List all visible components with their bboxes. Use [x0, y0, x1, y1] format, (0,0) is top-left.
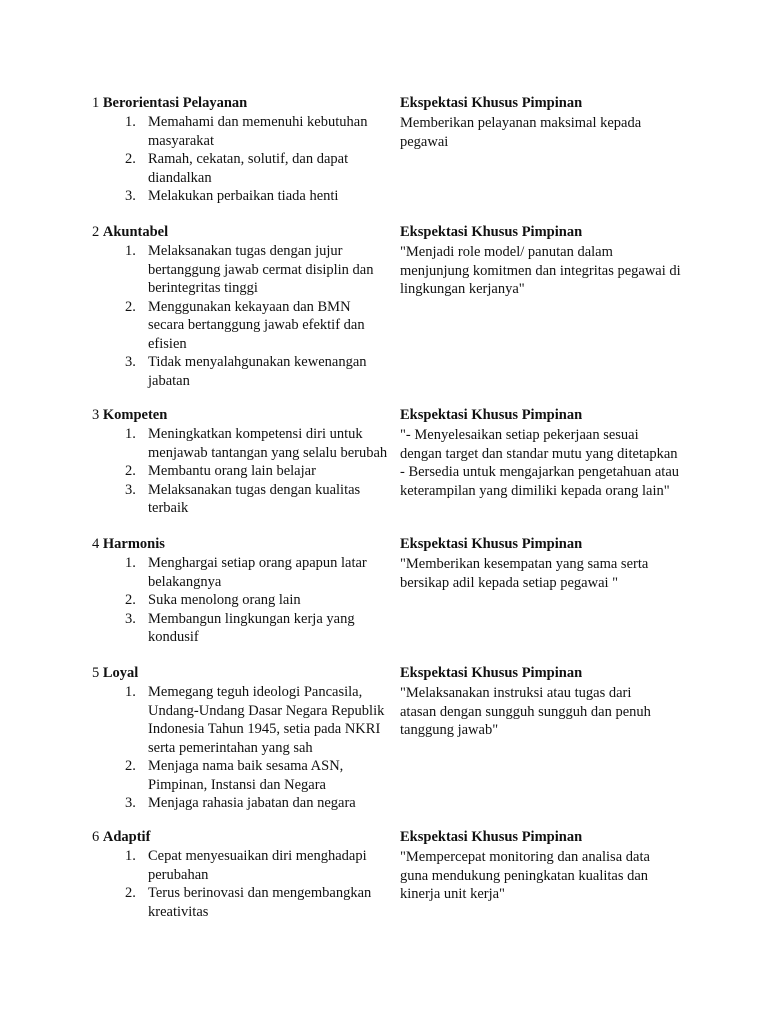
core-values-column	[92, 223, 392, 390]
expectation-text: "- Menyelesaikan setiap pekerjaan sesuai dengan target dan standar mutu yang ditetapkan - Bersedia untuk mengajarkan pengetahuan atau keterampilan yang dimiliki kepada orang lain"	[400, 427, 680, 499]
list-item: 3. Melakukan perbaikan tiada henti	[92, 187, 392, 206]
behavior-list	[92, 113, 392, 206]
section-number: 5	[92, 665, 100, 681]
core-values-column	[92, 94, 392, 206]
list-item-text: Meningkatkan kompetensi diri untuk menjawab tantangan yang selalu berubah	[148, 426, 388, 461]
leader-expectation-column	[400, 664, 690, 740]
list-item: 2. Menjaga nama baik sesama ASN, Pimpinan, Instansi dan Negara	[92, 757, 392, 794]
section-heading	[92, 535, 392, 554]
expectation-heading: Ekspektasi Khusus Pimpinan	[400, 829, 583, 845]
section-title: Harmonis	[102, 536, 165, 552]
list-item-text: Memahami dan memenuhi kebutuhan masyarakat	[148, 114, 368, 149]
expectation-heading: Ekspektasi Khusus Pimpinan	[400, 665, 583, 681]
core-values-column	[92, 535, 392, 647]
expectation-heading: Ekspektasi Khusus Pimpinan	[400, 536, 583, 552]
list-item: 1. Memegang teguh ideologi Pancasila, Undang-Undang Dasar Negara Republik Indonesia Tahun 1945, setia pada NKRI serta pemerintahan yang sah	[92, 683, 392, 757]
section-heading	[92, 94, 392, 113]
behavior-list	[92, 847, 392, 921]
list-item: 2. Suka menolong orang lain	[92, 591, 392, 610]
list-item: 2. Menggunakan kekayaan dan BMN secara bertanggung jawab efektif dan efisien	[92, 298, 392, 354]
behavior-list	[92, 242, 392, 390]
list-item-text: Melaksanakan tugas dengan kualitas terbaik	[148, 481, 361, 516]
list-item: 1. Menghargai setiap orang apapun latar belakangnya	[92, 554, 392, 591]
expectation-text: "Menjadi role model/ panutan dalam menjunjung komitmen dan integritas pegawai di lingkungan kerjanya"	[400, 244, 681, 297]
section-title: Loyal	[102, 665, 139, 681]
expectation-text: Memberikan pelayanan maksimal kepada pegawai	[400, 115, 642, 150]
list-item-text: Melakukan perbaikan tiada henti	[148, 188, 339, 204]
expectation-heading: Ekspektasi Khusus Pimpinan	[400, 95, 583, 111]
list-item: 3. Membangun lingkungan kerja yang kondusif	[92, 610, 392, 647]
leader-expectation-column	[400, 535, 690, 592]
behavior-list	[92, 425, 392, 518]
leader-expectation-column	[400, 406, 690, 500]
list-item: 3. Melaksanakan tugas dengan kualitas terbaik	[92, 481, 392, 518]
list-item-text: Cepat menyesuaikan diri menghadapi perubahan	[148, 848, 367, 883]
list-item-text: Ramah, cekatan, solutif, dan dapat diandalkan	[148, 151, 349, 186]
expectation-text: "Mempercepat monitoring dan analisa data guna mendukung peningkatan kualitas dan kinerja unit kerja"	[400, 849, 650, 902]
list-item: 1. Meningkatkan kompetensi diri untuk menjawab tantangan yang selalu berubah	[92, 425, 392, 462]
list-item: 3. Tidak menyalahgunakan kewenangan jabatan	[92, 353, 392, 390]
section-number: 3	[92, 407, 100, 423]
list-item-text: Menghargai setiap orang apapun latar belakangnya	[148, 555, 367, 590]
list-item-text: Melaksanakan tugas dengan jujur bertanggung jawab cermat disiplin dan berintegritas tinggi	[148, 243, 374, 296]
core-values-column	[92, 828, 392, 921]
core-values-column	[92, 406, 392, 518]
list-item-text: Menjaga rahasia jabatan dan negara	[148, 795, 356, 811]
section-number: 1	[92, 95, 100, 111]
leader-expectation-column	[400, 828, 690, 904]
expectation-text: "Melaksanakan instruksi atau tugas dari atasan dengan sungguh sungguh dan penuh tanggung jawab"	[400, 685, 651, 738]
list-item: 1. Melaksanakan tugas dengan jujur bertanggung jawab cermat disiplin dan berintegritas tinggi	[92, 242, 392, 298]
leader-expectation-column	[400, 223, 690, 299]
behavior-list	[92, 683, 392, 813]
section-heading	[92, 828, 392, 847]
section-title: Kompeten	[102, 407, 168, 423]
section-number: 6	[92, 829, 100, 845]
section-heading	[92, 223, 392, 242]
list-item-text: Menjaga nama baik sesama ASN, Pimpinan, Instansi dan Negara	[148, 758, 344, 793]
list-item: 1. Cepat menyesuaikan diri menghadapi perubahan	[92, 847, 392, 884]
core-values-column	[92, 664, 392, 813]
section-title: Berorientasi Pelayanan	[102, 95, 248, 111]
expectation-heading: Ekspektasi Khusus Pimpinan	[400, 407, 583, 423]
section-number: 4	[92, 536, 100, 552]
list-item: 2. Terus berinovasi dan mengembangkan kreativitas	[92, 884, 392, 921]
list-item-text: Memegang teguh ideologi Pancasila, Undang-Undang Dasar Negara Republik Indonesia Tahun 1945, setia pada NKRI serta pemerintahan yang sah	[148, 684, 385, 756]
section-number: 2	[92, 224, 100, 240]
expectation-heading: Ekspektasi Khusus Pimpinan	[400, 224, 583, 240]
list-item: 1. Memahami dan memenuhi kebutuhan masyarakat	[92, 113, 392, 150]
list-item-text: Membantu orang lain belajar	[148, 463, 316, 479]
list-item: 2. Membantu orang lain belajar	[92, 462, 392, 481]
list-item-text: Tidak menyalahgunakan kewenangan jabatan	[148, 354, 367, 389]
section-title: Akuntabel	[102, 224, 169, 240]
list-item: 2. Ramah, cekatan, solutif, dan dapat diandalkan	[92, 150, 392, 187]
behavior-list	[92, 554, 392, 647]
list-item-text: Suka menolong orang lain	[148, 592, 301, 608]
section-heading	[92, 406, 392, 425]
expectation-text: "Memberikan kesempatan yang sama serta bersikap adil kepada setiap pegawai "	[400, 556, 649, 591]
section-heading	[92, 664, 392, 683]
leader-expectation-column	[400, 94, 690, 151]
list-item-text: Membangun lingkungan kerja yang kondusif	[148, 610, 355, 645]
list-item: 3. Menjaga rahasia jabatan dan negara	[92, 794, 392, 813]
list-item-text: Terus berinovasi dan mengembangkan kreativitas	[148, 885, 372, 920]
section-title: Adaptif	[102, 829, 151, 845]
list-item-text: Menggunakan kekayaan dan BMN secara bertanggung jawab efektif dan efisien	[148, 298, 365, 352]
